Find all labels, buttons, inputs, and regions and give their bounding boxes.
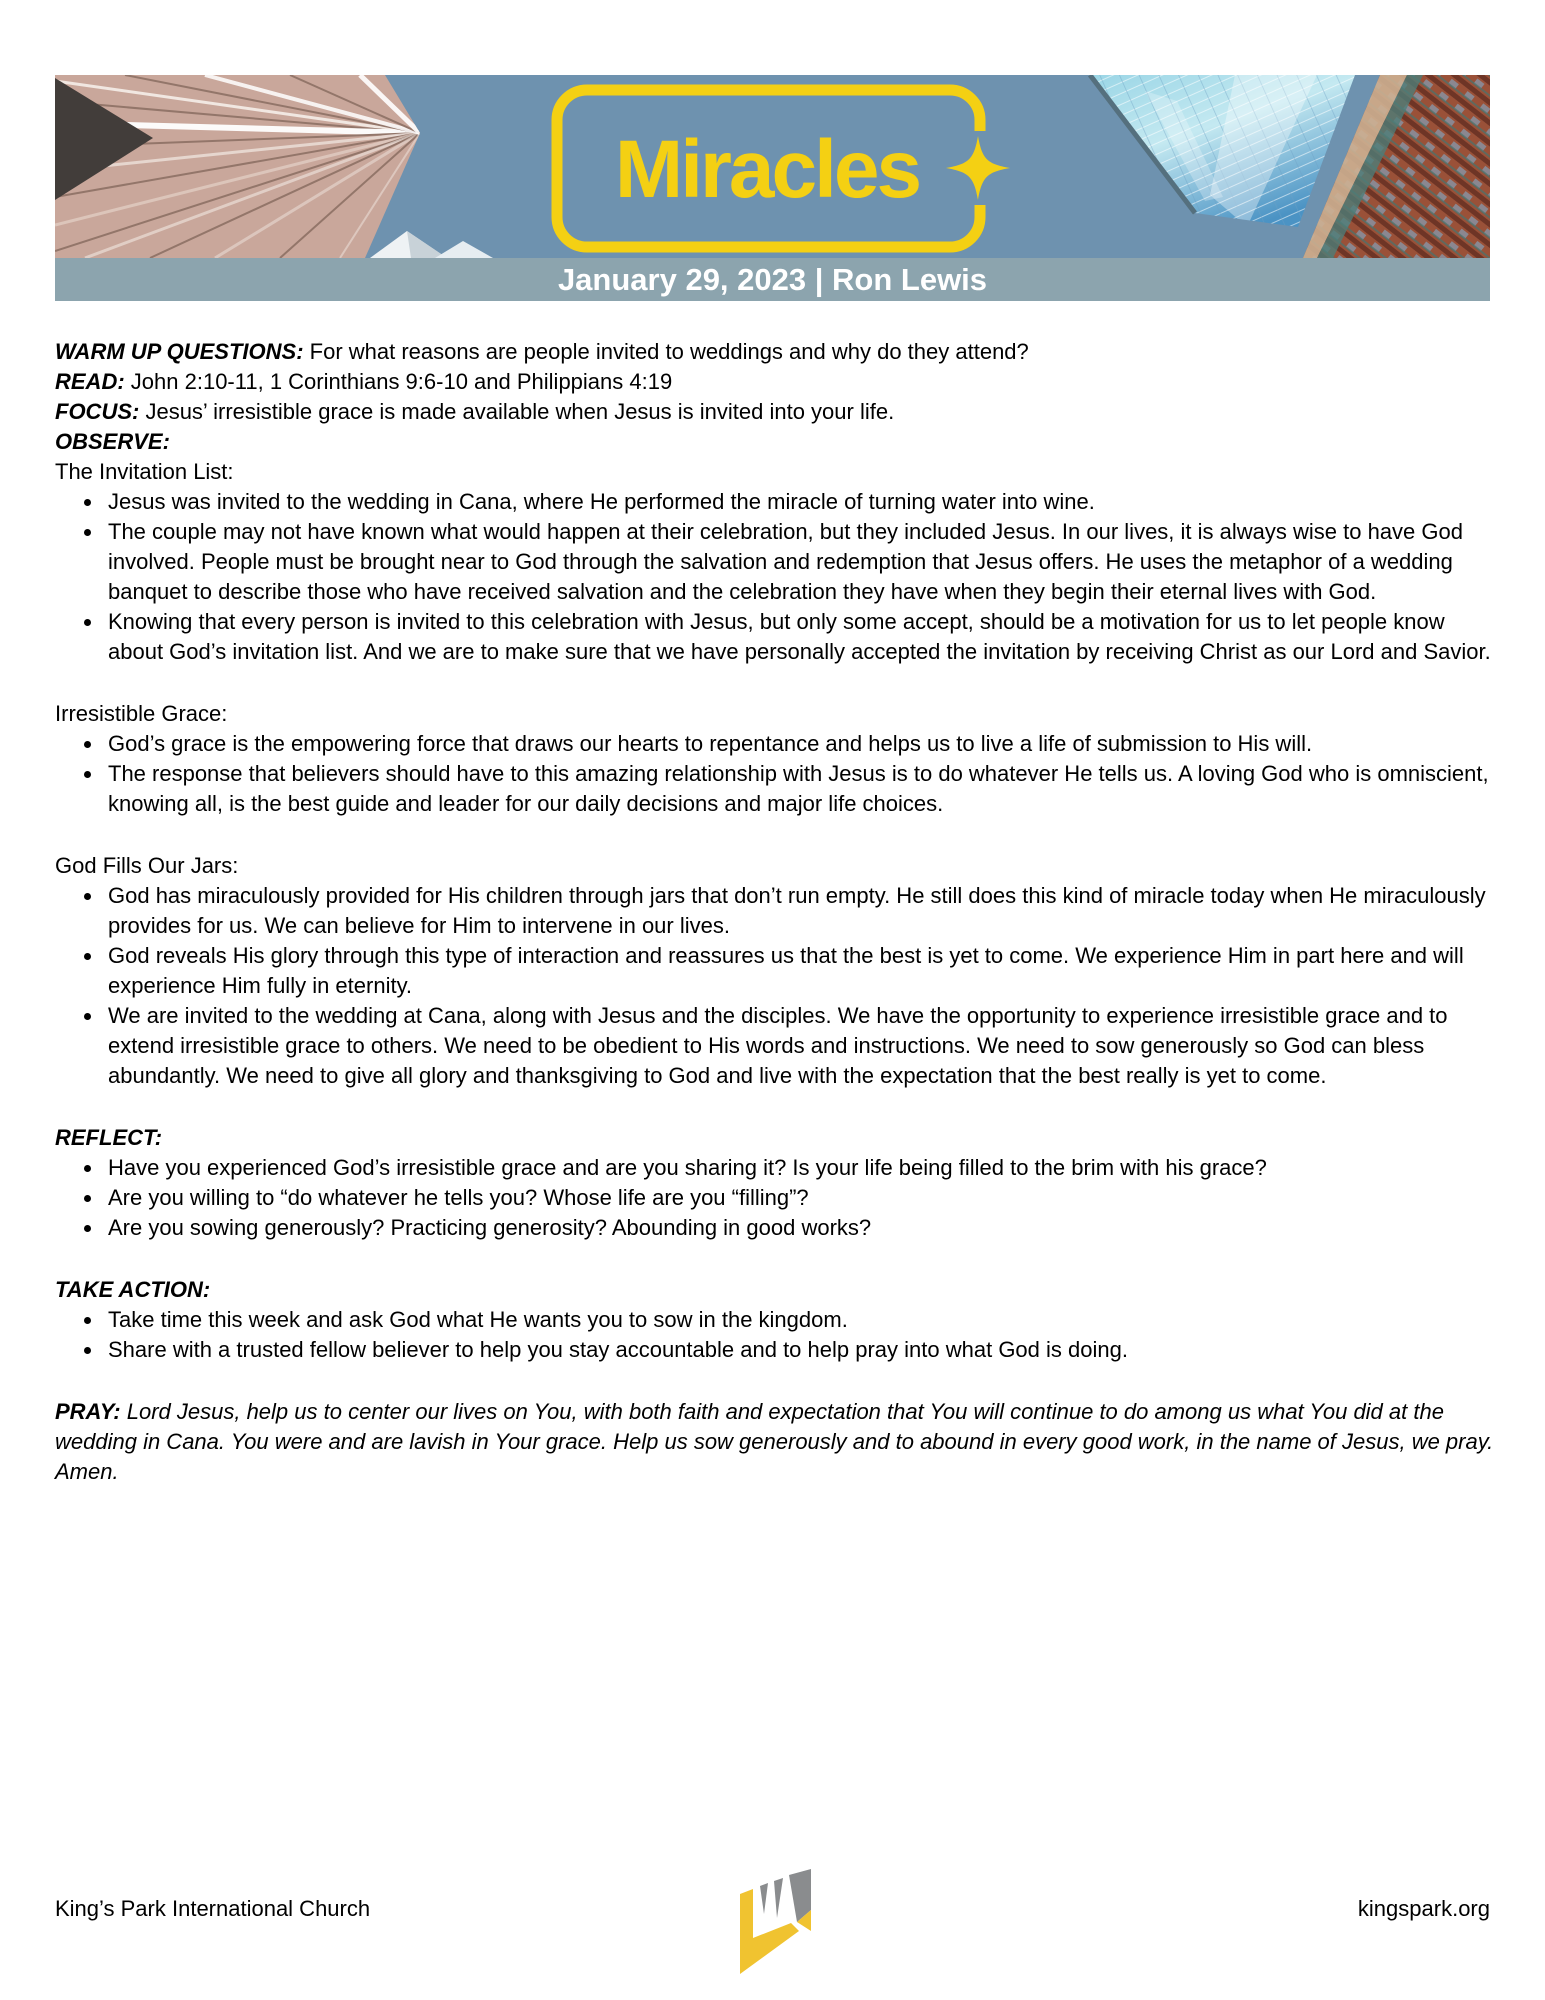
reflect-heading [55, 1123, 1497, 1153]
warm-up-text: For what reasons are people invited to weddings and why do they attend? [309, 339, 1029, 364]
observe-label: OBSERVE: [55, 429, 170, 454]
list-item: • God has miraculously provided for His children through jars that don’t run empty. He still does this kind of miracle today when He miraculously provides for us. We can believe for Him to intervene in our lives. [104, 881, 1497, 941]
take-action-heading [55, 1275, 1497, 1305]
miracles-logo-text: Miracles [614, 124, 920, 215]
document-body [55, 337, 1497, 1487]
observe-heading [55, 427, 1497, 457]
list-item: • Share with a trusted fellow believer to help you stay accountable and to help pray into what God is doing. [104, 1335, 1497, 1365]
list-item: • We are invited to the wedding at Cana, along with Jesus and the disciples. We have the opportunity to experience irresistible grace and to extend irresistible grace to others. We need to be obedient to His words and instructions. We need to sow generously so God can bless abundantly. We need to give all glory and thanksgiving to God and live with the expectation that the best really is yet to come. [104, 1001, 1497, 1091]
observe-list-jars [55, 881, 1497, 1091]
reflect-list [55, 1153, 1497, 1243]
focus-section [55, 397, 1497, 427]
take-action-label: TAKE ACTION: [55, 1277, 211, 1302]
footer-church-name: King’s Park International Church [55, 1896, 371, 1921]
observe-group-title: God Fills Our Jars: [55, 853, 239, 878]
footer-website-link[interactable]: kingspark.org [1357, 1896, 1490, 1921]
list-item: • Take time this week and ask God what He wants you to sow in the kingdom. [104, 1305, 1497, 1335]
warm-up-label: WARM UP QUESTIONS: [55, 339, 304, 364]
list-item: • The couple may not have known what would happen at their celebration, but they included Jesus. In our lives, it is always wise to have God involved. People must be brought near to God through the salvation and redemption that Jesus offers. He uses the metaphor of a wedding banquet to describe those who have received salvation and the celebration they have when they begin their eternal lives with God. [104, 517, 1497, 607]
observe-list-grace [55, 729, 1497, 819]
banner-photo-buildings [55, 75, 1490, 258]
kings-park-logo [734, 1868, 814, 1976]
list-item: • Have you experienced God’s irresistible grace and are you sharing it? Is your life being filled to the brim with his grace? [104, 1153, 1497, 1183]
crown-spike-1 [760, 1883, 768, 1914]
observe-group-title: The Invitation List: [55, 459, 234, 484]
read-label: READ: [55, 369, 125, 394]
list-item: • God’s grace is the empowering force that draws our hearts to repentance and helps us to live a life of submission to His will. [104, 729, 1497, 759]
read-section [55, 367, 1497, 397]
list-item: • Are you willing to “do whatever he tells you? Whose life are you “filling”? [104, 1183, 1497, 1213]
read-text: John 2:10-11, 1 Corinthians 9:6-10 and Philippians 4:19 [130, 369, 673, 394]
focus-label: FOCUS: [55, 399, 140, 424]
list-item: • Jesus was invited to the wedding in Cana, where He performed the miracle of turning water into wine. [104, 487, 1497, 517]
take-action-list [55, 1305, 1497, 1365]
pray-text: Lord Jesus, help us to center our lives on You, with both faith and expectation that You will continue to do among us what You did at the wedding in Cana. You were and are lavish in Your grace. Help us sow generously and to abound in every good work, in the name of Jesus, we pray. Amen. [55, 1399, 1494, 1484]
list-item: • Are you sowing generously? Practicing generosity? Abounding in good works? [104, 1213, 1497, 1243]
date-author-text: January 29, 2023 | Ron Lewis [557, 262, 988, 297]
date-bar [55, 258, 1490, 301]
focus-text: Jesus’ irresistible grace is made available when Jesus is invited into your life. [145, 399, 895, 424]
list-item: • Knowing that every person is invited to this celebration with Jesus, but only some accept, should be a motivation for us to let people know about God’s invitation list. And we are to make sure that we have personally accepted the invitation by receiving Christ as our Lord and Savior. [104, 607, 1497, 667]
list-item: • God reveals His glory through this type of interaction and reassures us that the best is yet to come. We experience Him in part here and will experience Him fully in eternity. [104, 941, 1497, 1001]
warm-up-section [55, 337, 1497, 367]
observe-group-title: Irresistible Grace: [55, 701, 228, 726]
list-item: • The response that believers should have to this amazing relationship with Jesus is to do whatever He tells us. A loving God who is omniscient, knowing all, is the best guide and leader for our daily decisions and major life choices. [104, 759, 1497, 819]
crown-base-yellow [740, 1889, 799, 1974]
reflect-label: REFLECT: [55, 1125, 163, 1150]
observe-list-invitation [55, 487, 1497, 667]
pray-label: PRAY: [55, 1399, 121, 1424]
left-building [55, 75, 420, 258]
pray-section [55, 1397, 1497, 1487]
banner [55, 75, 1490, 301]
crown-spike-2 [774, 1878, 783, 1918]
